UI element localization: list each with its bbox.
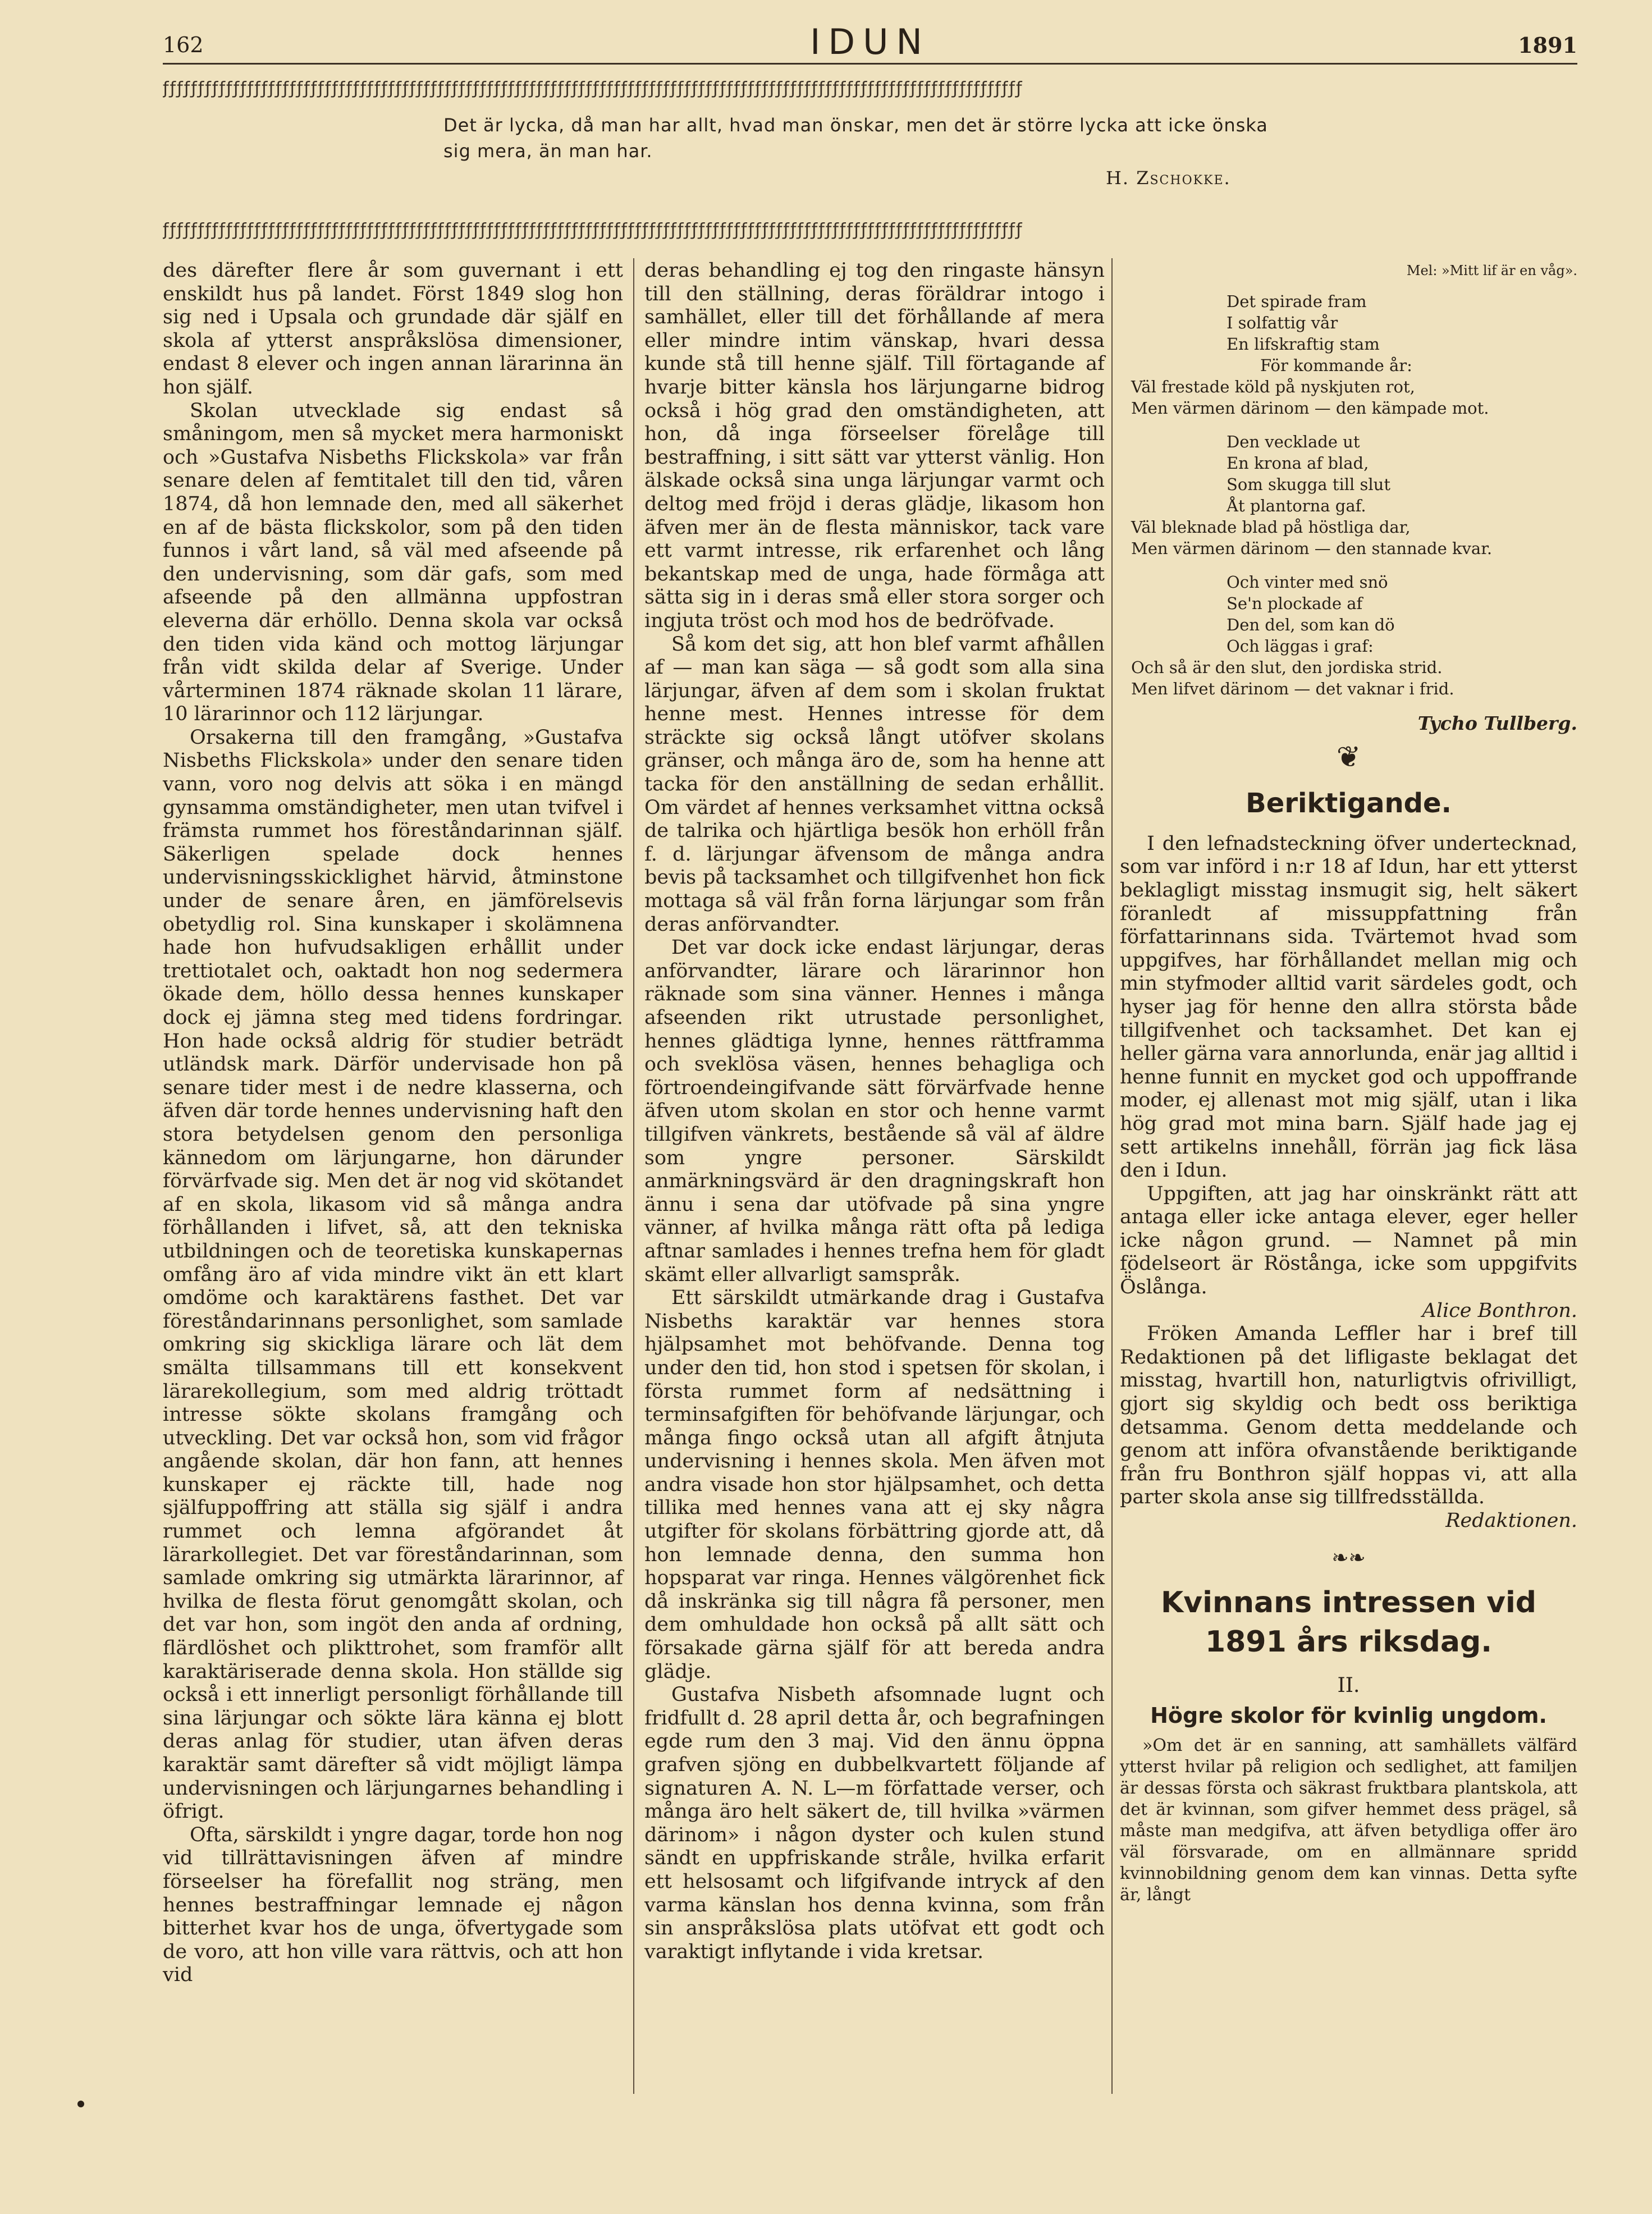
column-divider-1 <box>633 258 634 2094</box>
poem-stanza-2 <box>1120 431 1577 559</box>
poem-line: En lifskraftig stam <box>1227 334 1380 354</box>
ornament-border-bottom: ƒƒƒƒƒƒƒƒƒƒƒƒƒƒƒƒƒƒƒƒƒƒƒƒƒƒƒƒƒƒƒƒƒƒƒƒƒƒƒƒƒƒƒƒƒƒƒƒƒƒƒƒƒƒƒƒƒƒƒƒƒƒƒƒƒƒƒƒƒƒƒƒƒƒƒƒƒƒƒƒƒƒƒƒƒƒƒƒƒƒƒƒƒƒƒƒƒƒƒƒƒƒƒƒƒƒƒƒƒƒƒƒƒƒƒƒƒƒƒƒƒƒ <box>163 220 1023 240</box>
poem-line: Väl frestade köld på nyskjuten rot, <box>1131 377 1415 396</box>
poem-line: Men lifvet därinom — det vaknar i frid. <box>1131 679 1454 698</box>
header-rule <box>163 63 1577 65</box>
poem-line: Som skugga till slut <box>1227 474 1390 494</box>
subheading: Högre skolor för kvinlig ungdom. <box>1150 1703 1547 1728</box>
poem-line: Den del, som kan dö <box>1227 615 1395 634</box>
poem-line: Och vinter med snö <box>1227 572 1388 592</box>
paragraph: deras behandling ej tog den ringaste hänsyn till den ställning, deras föräldrar intogo i samhället, eller till det förhållande af mera eller mindre intim vänskap, hvari dessa kunde stå till henne själf. Till förtagande af hvarje bitter känsla hos lärjungarne bidrog också i hög grad den omständigheten, att hon, då inga förseelser förelåge till bestraffning, i sitt sätt var ytterst vänlig. Hon älskade också sina unga lärjungar varmt och deltog med fröjd i deras glädje, likasom hon äfven mer än de flesta människor, tack vare ett varmt intresse, rik erfarenhet och lång bekantskap med de unga, hade förmåga att sätta sig in i deras små eller stora sorger och ingjuta tröst och mod hos de bedröfvade. <box>644 259 1105 632</box>
poem-line: Den vecklade ut <box>1227 432 1360 451</box>
flourish-ornament-icon: ❦ <box>1336 740 1361 775</box>
poem-line: Det spirade fram <box>1227 291 1367 311</box>
paragraph: I den lefnadsteckning öfver undertecknad, som var införd i n:r 18 af Idun, har ett ytterst beklagligt misstag insmugit sig, helt säkert föranledt af missuppfattning från författarinnans sida. Tvärtemot hvad som uppgifves, har förhållandet mellan mig och min styfmoder alltid varit särdeles godt, och hyser jag för henne den allra största både tillgifvenhet och tacksamhet. Det kan ej heller gärna vara annorlunda, enär jag alltid i henne funnit en mycket god och uppoffrande moder, ej allenast mot mig själf, utan i lika hög grad mot mina barn. Själf hade jag ej sett artikelns innehåll, förrän jag fick läsa den i Idun. <box>1120 832 1577 1182</box>
page-number: 162 <box>163 33 204 57</box>
paragraph: Fröken Amanda Leffler har i bref till Redaktionen på det lifligaste beklagat det misstag, hvartill hon, naturligtvis ofrivilligt, gjort sig skyldig och bedt oss beriktiga detsamma. Genom detta meddelande och genom att införa ofvanstående beriktigande från fru Bonthron själf hoppas vi, att alla parter skola anse sig tillfredsställda. <box>1120 1323 1577 1509</box>
poem-stanza-1 <box>1120 291 1577 419</box>
header-year: 1891 <box>1518 33 1577 58</box>
paragraph: Uppgiften, att jag har oinskränkt rätt att antaga eller icke antaga elever, eger heller icke någon grund. — Namnet på min födelseort är Röstånga, icke som uppgifvits Ö̈slånga. <box>1120 1182 1577 1299</box>
paragraph: Gustafva Nisbeth afsomnade lugnt och fridfullt d. 28 april detta år, och begrafningen egde rum den 3 maj. Vid den ännu öppna grafven sjöng en dubbelkvartett följande af signaturen A. N. L—m författade verser, och många äro helt säkert de, till hvilka »värmen därinom» i någon dyster och kulen stund sändt en uppfriskande stråle, hvilka erfarit ett helsosamt och lifgifvande intryck af den varma känslan hos denna kvinna, som från sin anspråkslösa plats utöfvat ett godt och varaktigt inflytande i vida kretsar. <box>644 1684 1105 1963</box>
poem-line: Men värmen därinom — den kämpade mot. <box>1131 398 1489 418</box>
paragraph: Ett särskildt utmärkande drag i Gustafva Nisbeths karaktär var hennes stora hjälpsamhet mot behöfvande. Denna tog under den tid, hon stod i spetsen för skolan, i första rummet form af nedsättning i terminsafgiften för behöfvande lärjungar, och många fingo också utan all afgift åtnjuta undervisning i hennes skola. Men äfven mot andra visade hon stor hjälpsamhet, och detta tillika med hennes vana att ej sky några utgifter för skolans förbättring gjorde att, då hon lemnade denna, den summa hon hopsparat var ringa. Hennes välgörenhet fick då inskränka sig till några få personer, men dem omhuldade hon också på allt sätt och försakade gärna själf för att bereda andra glädje. <box>644 1287 1105 1683</box>
article-column-1 <box>163 259 623 1987</box>
paragraph: »Om det är en sanning, att samhällets välfärd ytterst hvilar på religion och sedlighet, att familjen är dessas första och säkrast fruktbara plantskola, att det är kvinnan, som gifver hemmet dess prägel, så måste man medgifva, att äfven betydliga offer äro väl försvarade, om en allmännare spridd kvinnobildning genom dem kan vinnas. Detta syfte är, långt <box>1120 1736 1577 1905</box>
poem-line: För kommande år: <box>1260 355 1412 375</box>
poem-line: Och så är den slut, den jordiska strid. <box>1131 657 1443 677</box>
paragraph: Skolan utvecklade sig endast så småningom, men så mycket mera harmoniskt och »Gustafva Nisbeths Flickskola» var från senare delen af femtitalet till den tid, våren 1874, då hon lemnade den, med all säkerhet en af de bästa flickskolor, som på den tiden funnos i vårt land, så väl med afseende på den undervisning, som där gafs, som med afseende på den allmänna uppfostran eleverna där erhöllo. Denna skola var också den tiden vida känd och mottog lärjungar från vidt skilda delar af Sverige. Under vårterminen 1874 räknade skolan 11 lärare, 10 lärarinnor och 112 lärjungar. <box>163 399 623 726</box>
poem-meter: Mel: »Mitt lif är en våg». <box>1406 263 1577 278</box>
paragraph: Ofta, särskildt i yngre dagar, torde hon nog vid tillrättavisningen äfven af mindre förseelser ha förefallit nog sträng, men hennes bestraffningar lemnade ej någon bitterhet kvar hos de unga, öfvertygade som de voro, att hon ville vara rättvis, och att hon vid <box>163 1823 623 1987</box>
small-flourish-icon: ❧❧ <box>1331 1546 1366 1570</box>
page-header <box>163 21 1577 83</box>
section-number: II. <box>1337 1674 1360 1698</box>
poem-line: Väl bleknade blad på höstliga dar, <box>1131 517 1411 537</box>
signature: Alice Bonthron. <box>1422 1299 1577 1322</box>
ornament-border-top: ƒƒƒƒƒƒƒƒƒƒƒƒƒƒƒƒƒƒƒƒƒƒƒƒƒƒƒƒƒƒƒƒƒƒƒƒƒƒƒƒƒƒƒƒƒƒƒƒƒƒƒƒƒƒƒƒƒƒƒƒƒƒƒƒƒƒƒƒƒƒƒƒƒƒƒƒƒƒƒƒƒƒƒƒƒƒƒƒƒƒƒƒƒƒƒƒƒƒƒƒƒƒƒƒƒƒƒƒƒƒƒƒƒƒƒƒƒƒƒƒƒƒ <box>163 79 1023 98</box>
poem-line: Se'n plockade af <box>1227 593 1363 613</box>
poem-line: I solfattig vår <box>1227 313 1338 332</box>
poem-line: Och läggas i graf: <box>1227 636 1374 656</box>
poem-line: Men värmen därinom — den stannade kvar. <box>1131 538 1493 558</box>
article-column-3 <box>1120 259 1577 1906</box>
paragraph: Det var dock icke endast lärjungar, deras anförvandter, lärare och lärarinnor hon räknade som sina vänner. Hennes i många afseenden rikt utrustade personlighet, hennes glädtiga lynne, hennes rättframma och sveklösa väsen, hennes behagliga och förtroendeingifvande sätt förvärfvade henne äfven utom skolan en stor och henne varmt tillgifven vänkrets, bestående så väl af äldre som yngre personer. Särskildt anmärkningsvärd är den dragningskraft hon ännu i sena dar utöfvade på sina yngre vänner, af hvilka många rätt ofta på lediga aftnar samlades i hennes trefna hem för gladt skämt eller allvarligt samspråk. <box>644 936 1105 1286</box>
ink-spot <box>77 2101 84 2107</box>
kvinnans-heading: Kvinnans intressen vid 1891 års riksdag. <box>1160 1586 1537 1659</box>
kvinnans-body <box>1120 1735 1577 1906</box>
paragraph: Orsakerna till den framgång, »Gustafva Nisbeths Flickskola» under den senare tiden vann, voro nog delvis att söka i en mängd gynsamma omständigheter, men utan tvifvel i främsta rummet hos föreståndarinnan själf. Säkerligen spelade dock hennes undervisningsskicklighet härvid, åtminstone under de senare åren, en jämförelsevis obetydlig rol. Sina kunskaper i skolämnena hade hon hufvudsakligen erhållit under trettiotalet och, oaktadt hon nog sedermera ökade dem, höllo dessa hennes kunskaper dock ej jämna steg med tidens fordringar. Hon hade också aldrig för studier beträdt utländsk mark. Därför undervisade hon på senare tider mest i de nedre klasserna, och äfven där torde hennes undervisning haft den stora betydelsen genom den personliga kännedom om lärjungarne, hon därunder förvärfvade sig. Men det är nog vid skötandet af en skola, likasom vid så många andra förhållanden i lifvet, så, att den tekniska utbildningen och de teoretiska kunskapernas omfång äro af vida mindre vikt än ett klart omdöme och karaktärens fasthet. Det var föreståndarinnans personlighet, som samlade omkring sig skickliga lärare och lät dem smälta tillsammans till ett konsekvent lärarekollegium, som med aldrig tröttadt intresse sökte skolans framgång och utveckling. Det var också hon, som vid frågor angående skolan, där hon fann, att hennes kunskaper ej räckte till, hade nog själfuppoffring att ställa sig själf i andra rummet och lemna afgörandet åt lärarkollegiet. Det var föreståndarinnan, som samlade omkring sig utmärkta lärarinnor, af hvilka de flesta förut genomgått skolan, och det var hon, som ingöt den anda af ordning, flärdlöshet och plikttrohet, som framför allt karaktäriserade denna skola. Hon ställde sig också i ett innerligt personligt förhållande till sina lärjungar och sökte lära känna ej blott deras anlag för studier, utan äfven deras karaktär samt därefter så vidt möjligt lämpa undervisningen och lärjungarnes behandling i öfrigt. <box>163 726 623 1823</box>
motto-author: H. Zschokke. <box>1106 167 1231 189</box>
article-column-2 <box>644 259 1105 1964</box>
poem-line: Åt plantorna gaf. <box>1227 496 1366 515</box>
poem-stanza-3 <box>1120 571 1577 699</box>
column-divider-2 <box>1111 258 1113 2094</box>
paragraph: des därefter flere år som guvernant i ett enskildt hus på landet. Först 1849 slog hon sig ned i Upsala och grundade där själf en skola af ytterst anspråkslösa dimensioner, endast 8 elever och ingen annan lärarinna än hon själf. <box>163 259 623 399</box>
beriktigande-heading: Beriktigande. <box>1246 787 1452 819</box>
motto-quote: Det är lycka, då man har allt, hvad man önskar, men det är större lycka att icke önska sig mera, än man har. <box>443 115 1268 162</box>
signature-redaktionen: Redaktionen. <box>1445 1509 1577 1532</box>
paragraph: Så kom det sig, att hon blef varmt afhållen af — man kan säga — så godt som alla sina lärjungar, äfven af dem som i skolan fruktat henne mest. Hennes intresse för dem sträckte sig också långt utöfver skolans gränser, och många äro de, som ha henne att tacka för den anställning de sedan erhållit. Om värdet af hennes verksamhet vittna också de talrika och hjärtliga besök hon erhöll från f. d. lärjungar äfvensom de många andra bevis på tacksamhet och tillgifvenhet hon fick mottaga så väl från forna lärjungar som från deras anförvandter. <box>644 633 1105 936</box>
poem-author: Tycho Tullberg. <box>1417 712 1577 734</box>
masthead-title: IDUN <box>810 21 930 62</box>
poem-line: En krona af blad, <box>1227 453 1369 473</box>
